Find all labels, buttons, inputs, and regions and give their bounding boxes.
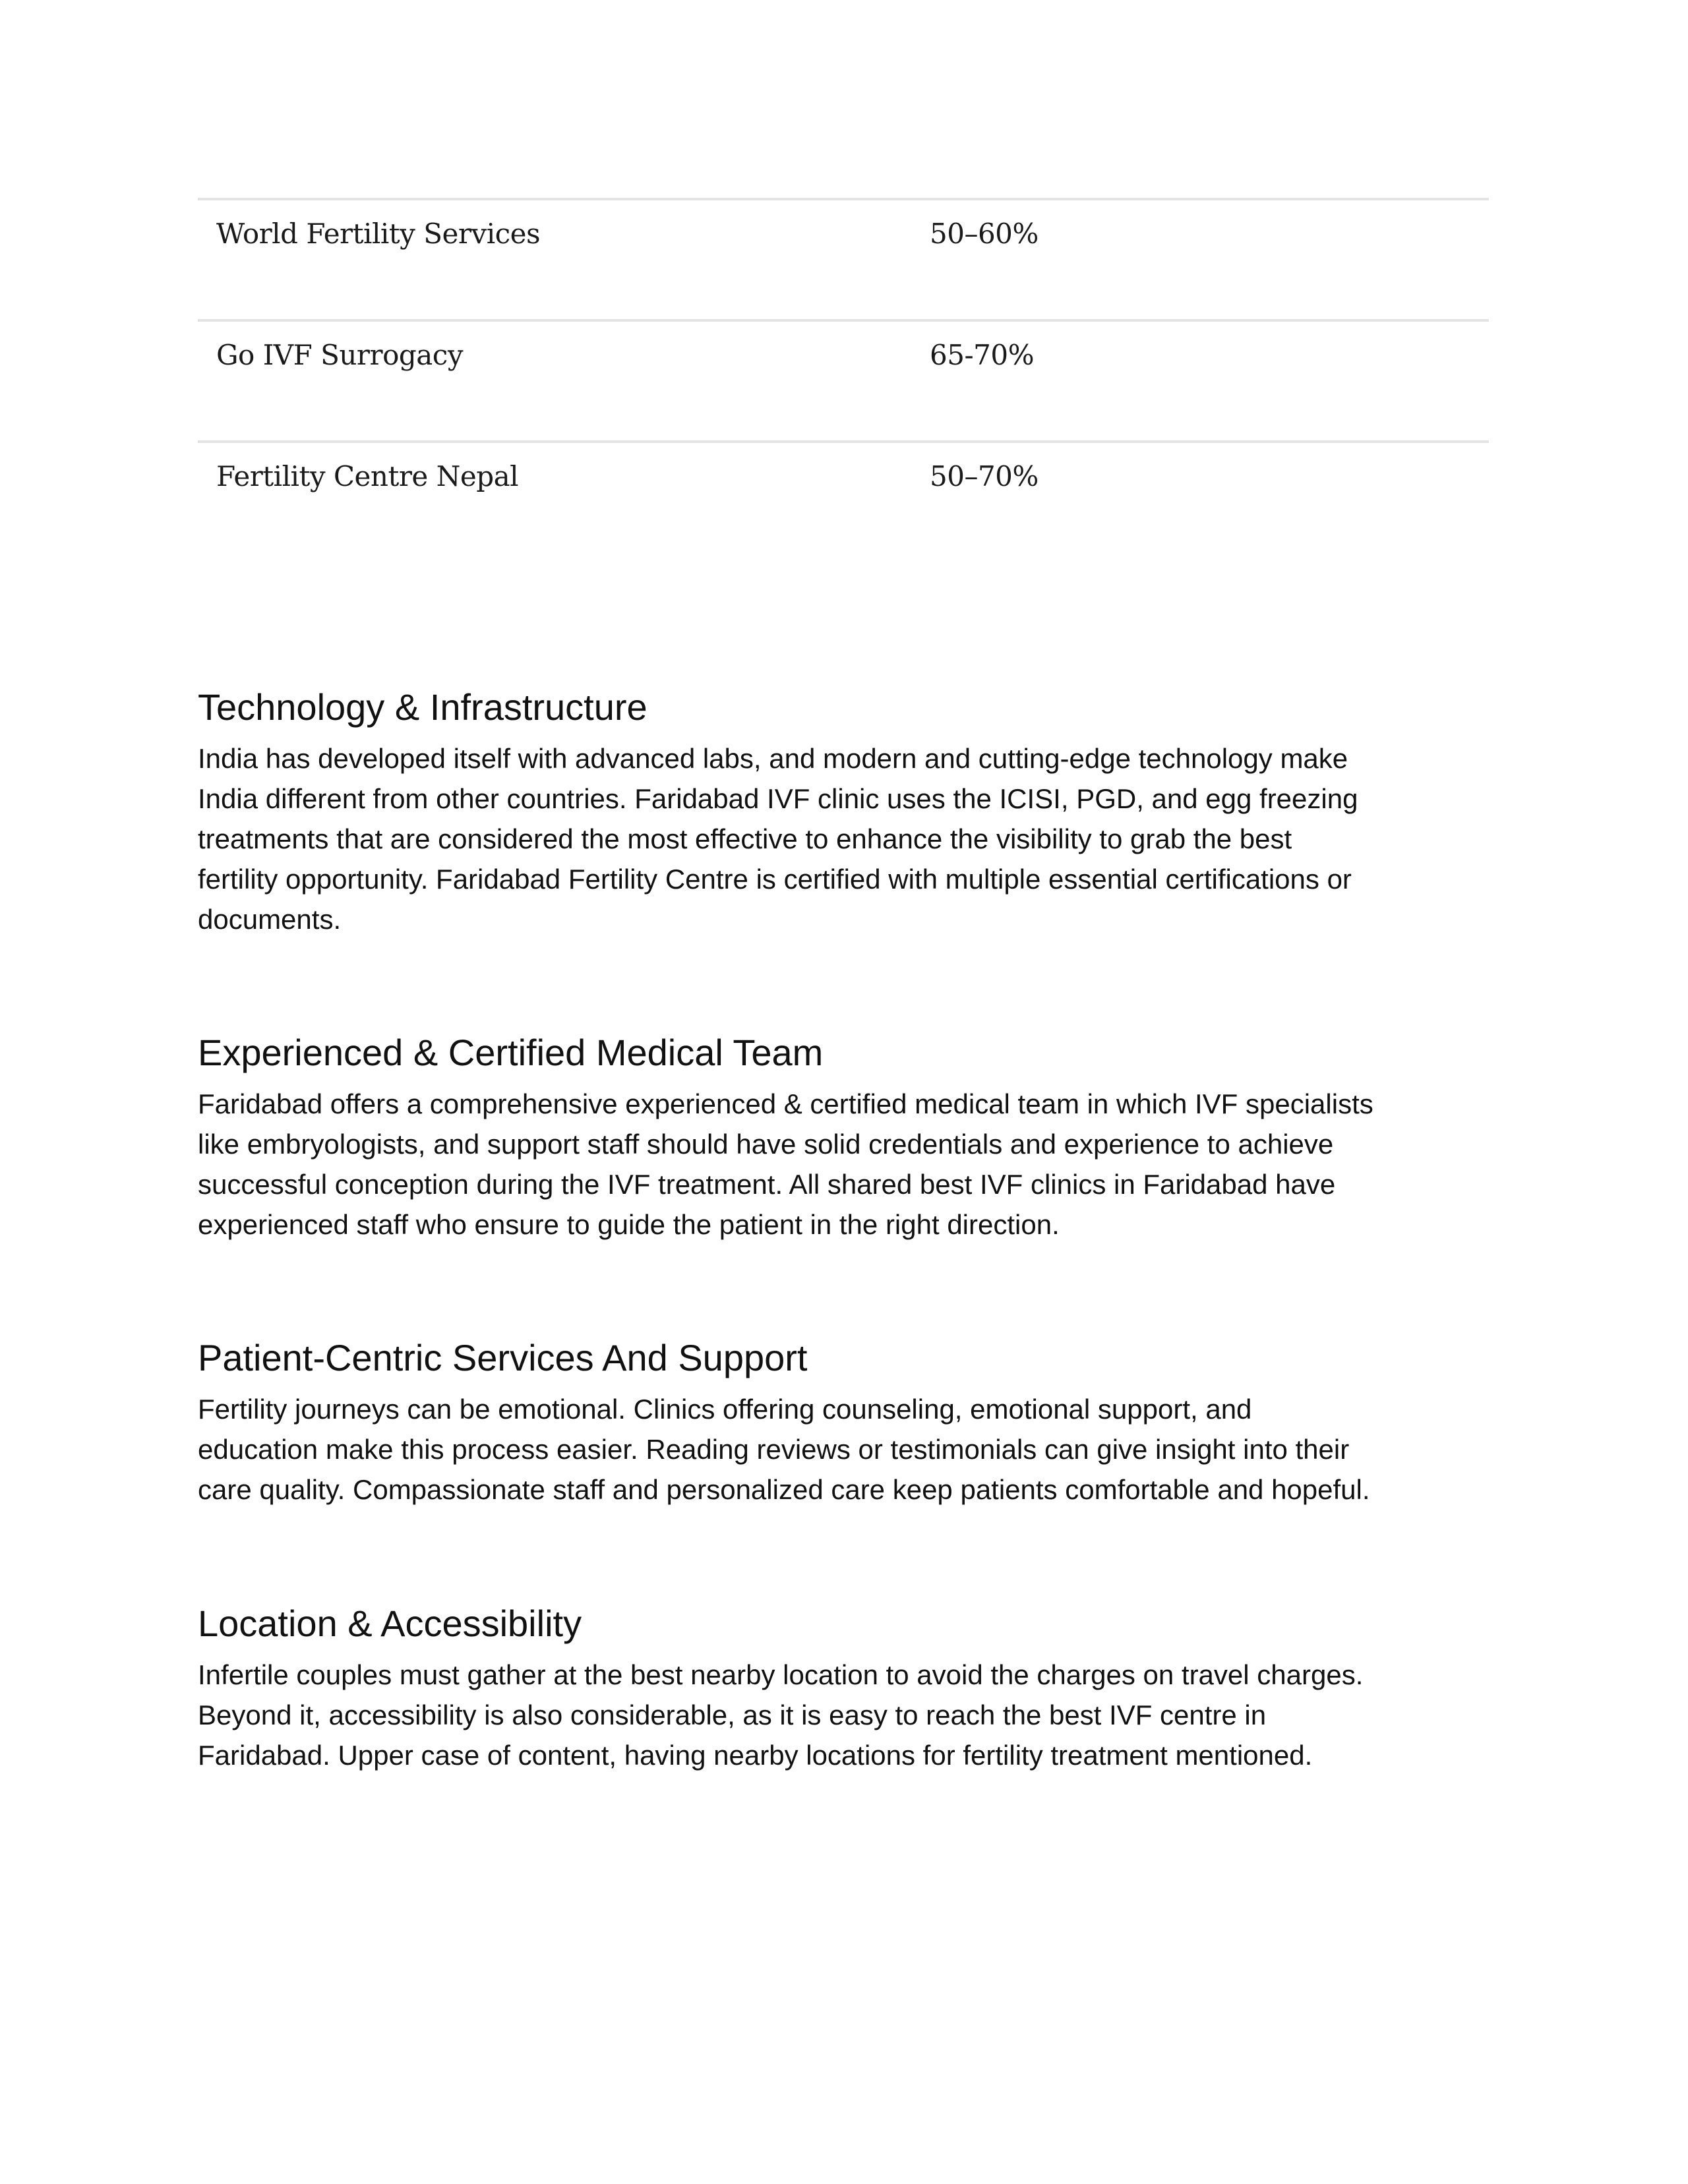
body-line: fertility opportunity. Faridabad Fertility Centre is certified with multiple essential certifications or	[198, 864, 1352, 895]
success-rate-cell: 50–60%	[930, 218, 1039, 250]
body-line: experienced staff who ensure to guide the patient in the right direction.	[198, 1209, 1060, 1240]
clinic-name-cell: Go IVF Surrogacy	[216, 339, 464, 371]
body-line: treatments that are considered the most effective to enhance the visibility to grab the best	[198, 823, 1292, 854]
section-body	[198, 1389, 1489, 1510]
table-row	[198, 440, 1489, 562]
clinic-name-cell: Fertility Centre Nepal	[216, 460, 519, 492]
body-line: like embryologists, and support staff should have solid credentials and experience to achieve	[198, 1129, 1334, 1160]
section-patient-centric-services	[198, 1335, 1489, 1510]
body-line: care quality. Compassionate staff and personalized care keep patients comfortable and hopeful.	[198, 1474, 1370, 1505]
clinic-success-rate-table	[198, 198, 1489, 562]
body-line: India has developed itself with advanced labs, and modern and cutting-edge technology make	[198, 743, 1348, 774]
body-line: successful conception during the IVF treatment. All shared best IVF clinics in Faridabad have	[198, 1169, 1336, 1200]
section-heading: Technology & Infrastructure	[198, 686, 648, 728]
body-line: Beyond it, accessibility is also considerable, as it is easy to reach the best IVF centre in	[198, 1699, 1267, 1730]
table-row	[198, 198, 1489, 319]
section-body	[198, 1084, 1489, 1245]
table-row	[198, 319, 1489, 440]
section-location-accessibility	[198, 1601, 1489, 1775]
section-technology-infrastructure	[198, 684, 1489, 939]
section-heading: Location & Accessibility	[198, 1603, 582, 1644]
success-rate-cell: 65-70%	[930, 339, 1034, 371]
section-heading: Experienced & Certified Medical Team	[198, 1032, 824, 1073]
body-line: Fertility journeys can be emotional. Clinics offering counseling, emotional support, and	[198, 1394, 1252, 1425]
section-medical-team	[198, 1030, 1489, 1245]
section-body	[198, 738, 1489, 939]
body-line: education make this process easier. Reading reviews or testimonials can give insight into their	[198, 1434, 1350, 1465]
body-line: Infertile couples must gather at the best nearby location to avoid the charges on travel charges.	[198, 1659, 1364, 1690]
success-rate-cell: 50–70%	[930, 460, 1039, 492]
body-line: Faridabad. Upper case of content, having nearby locations for fertility treatment mentioned.	[198, 1740, 1313, 1771]
section-body	[198, 1655, 1489, 1775]
body-line: Faridabad offers a comprehensive experienced & certified medical team in which IVF specialists	[198, 1088, 1373, 1119]
body-line: India different from other countries. Faridabad IVF clinic uses the ICISI, PGD, and egg freezing	[198, 783, 1358, 814]
section-heading: Patient-Centric Services And Support	[198, 1337, 808, 1378]
body-line: documents.	[198, 904, 342, 935]
clinic-name-cell: World Fertility Services	[216, 218, 541, 250]
